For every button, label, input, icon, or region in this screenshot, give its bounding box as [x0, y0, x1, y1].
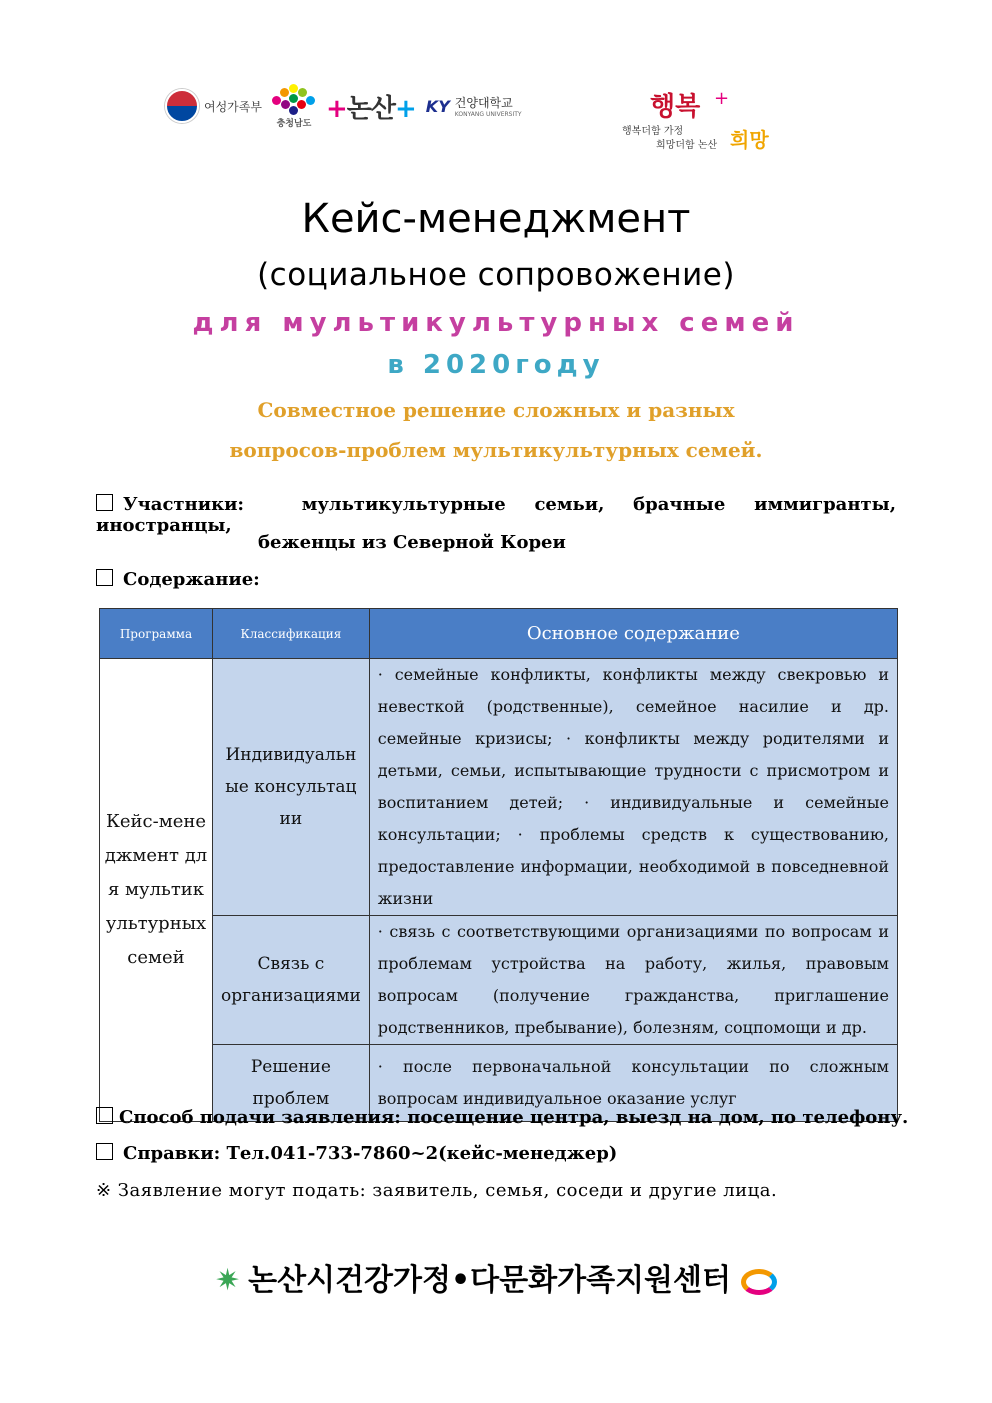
- content-cell: · семейные конфликты, конфликты между свекровью и невесткой (родственные), семейное насилие и др. семейные кризисы; · конфликты между родителями и детьми, семьи, испытывающие трудности с присмотром и воспитанием детей; · индивидуальные и семейные консультации; · проблемы средств к существованию, предоставление информации, необходимой в повседневной жизни: [369, 659, 897, 916]
- header-classification: Классификация: [213, 609, 370, 659]
- classification-cell: Связь с организациями: [213, 916, 370, 1045]
- konyang-name-en: KONYANG UNIVERSITY: [454, 111, 522, 118]
- page-title: Кейс-менеджмент: [301, 196, 691, 242]
- header-main-content: Основное содержание: [369, 609, 897, 659]
- title-subtitle: (социальное сопровожение): [257, 257, 735, 293]
- taegeuk-emblem-icon: [165, 89, 199, 123]
- content-cell: · после первоначальной консультации по сложным вопросам индивидуальное оказание услуг: [369, 1045, 897, 1122]
- content-cell: · связь с соответствующими организациями по вопросам и проблемам устройства на работу, жилья, правовым вопросам (получение гражданства, приглашение родственников, пребывание), болезням, соцпомощи и др.: [369, 916, 897, 1045]
- ministry-name: 여성가족부: [204, 99, 262, 114]
- checkbox-icon: [96, 1107, 113, 1124]
- tagline-line2: вопросов-проблем мультикультурных семей.: [229, 438, 763, 462]
- apply-line: [96, 1107, 908, 1128]
- table-header-row: [100, 609, 898, 659]
- contact-line: [96, 1143, 617, 1164]
- table-row: [100, 916, 898, 1045]
- slogan-logo: [622, 86, 812, 156]
- flower-icon: [272, 84, 316, 118]
- header-program: Программа: [100, 609, 213, 659]
- plus-icon: +: [395, 93, 416, 124]
- contact-text: Справки: Тел.041-733-7860~2(кейс-менеджер): [123, 1143, 618, 1164]
- program-cell: Кейс-менеджмент для мультикультурных семей: [100, 659, 213, 1122]
- classification-cell: Решение проблем: [213, 1045, 370, 1122]
- chungnam-logo: [272, 84, 316, 129]
- table-row: [100, 659, 898, 916]
- tagline-line1: Совместное решение сложных и разных: [257, 398, 735, 422]
- slogan-hope: 희망: [730, 128, 769, 152]
- slogan-line2: 희망더함 논산: [656, 140, 718, 151]
- classification-cell: Индивидуальные консультации: [213, 659, 370, 916]
- konyang-text: [455, 94, 522, 118]
- participants-line2: беженцы из Северной Кореи: [258, 532, 566, 553]
- nonsan-name: 논산: [346, 93, 395, 124]
- star-logo-icon: ✷: [215, 1263, 241, 1298]
- ministry-logo: [165, 89, 262, 123]
- slogan-happiness: 행복: [650, 92, 701, 122]
- slogan-line1: 행복더함 가정: [622, 126, 684, 137]
- services-table: [99, 608, 898, 1122]
- partner-logos: [165, 82, 522, 130]
- apply-text: Способ подачи заявления: посещение центра, выезд на дом, по телефону.: [119, 1107, 909, 1128]
- checkbox-icon: [96, 1143, 113, 1160]
- ky-mark: KY: [425, 96, 450, 116]
- plus-icon: +: [325, 93, 347, 124]
- swirl-logo-icon: [741, 1269, 777, 1295]
- participants-label: Участники:: [123, 494, 245, 515]
- checkbox-icon: [96, 569, 113, 586]
- participants-text: мультикультурные семьи, брачные иммигранты, иностранцы,: [96, 494, 896, 536]
- chungnam-name: 충청남도: [276, 118, 312, 129]
- plus-icon: +: [714, 88, 730, 109]
- konyang-logo: [426, 94, 522, 118]
- note-text: ※ Заявление могут подать: заявитель, семья, соседи и другие лица.: [96, 1180, 778, 1201]
- konyang-name-kr: 건양대학교: [454, 96, 513, 110]
- checkbox-icon: [96, 494, 113, 511]
- nonsan-logo: [326, 88, 416, 125]
- center-name: 논산시건강가정•다문화가족지원센터: [248, 1263, 731, 1298]
- participants-line: [96, 494, 896, 536]
- center-footer: [0, 1255, 992, 1299]
- title-year: в 2020году: [387, 350, 605, 380]
- content-label: Содержание:: [123, 569, 260, 590]
- title-audience: для мультикультурных семей: [192, 308, 800, 338]
- content-line: [96, 569, 260, 590]
